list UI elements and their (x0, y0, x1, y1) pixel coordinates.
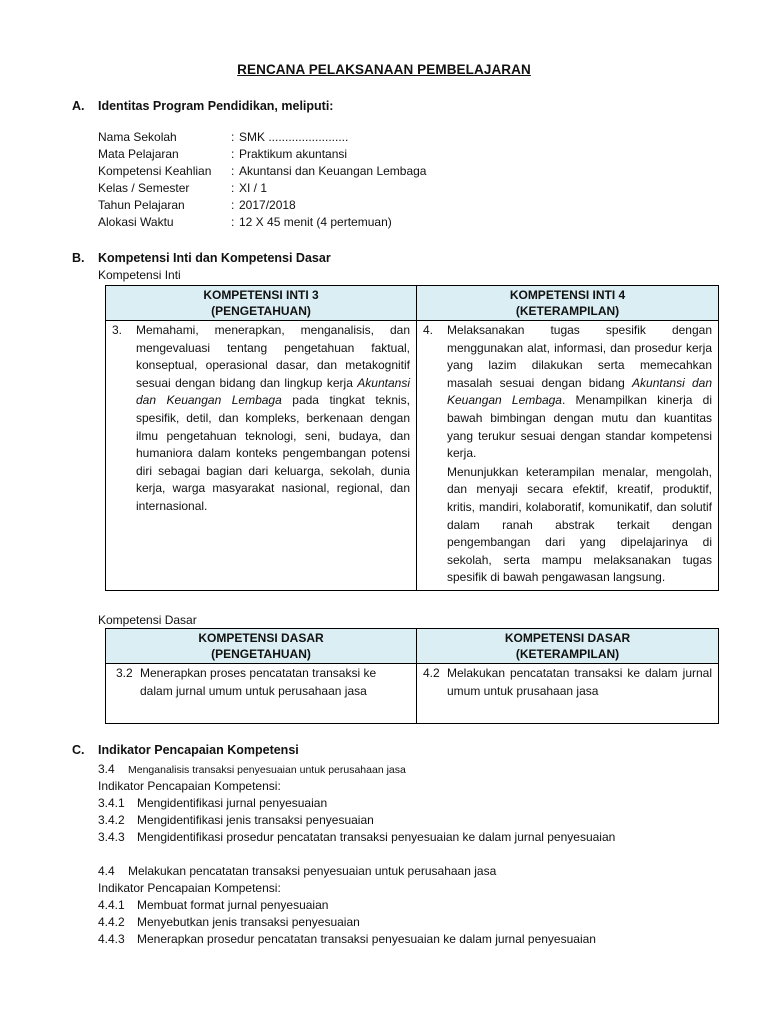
ki3-text (136, 322, 410, 516)
document-title: RENCANA PELAKSANAAN PEMBELAJARAN (237, 62, 531, 77)
identity-label: Mata Pelajaran (98, 147, 179, 161)
kd-keterampilan-cell (417, 664, 719, 724)
section-a-title: Identitas Program Pendidikan, meliputi: (98, 99, 334, 113)
kd-pengetahuan-header-line2: (PENGETAHUAN) (211, 647, 311, 661)
kompetensi-inti-table (105, 285, 719, 591)
indicator-sublabel: Indikator Pencapaian Kompetensi: (98, 881, 281, 895)
identity-label: Kelas / Semester (98, 181, 190, 195)
indicator-sublabel: Indikator Pencapaian Kompetensi: (98, 779, 281, 793)
section-a-letter: A. (72, 99, 85, 113)
kd-number: 4.4 (98, 864, 115, 878)
identity-label: Tahun Pelajaran (98, 198, 185, 212)
kd-indicator-heading (98, 864, 496, 878)
ki4-header-line1: KOMPETENSI INTI 4 (509, 288, 626, 302)
section-b-letter: B. (72, 251, 85, 265)
ki4-text-part: . Menampilkan kinerja di bawah bimbingan dengan mutu dan kuantitas yang terukur sesuai dengan standar kompetensi kerja. (447, 393, 712, 461)
ki3-cell (106, 321, 417, 591)
indicator-number: 4.4.3 (98, 932, 125, 946)
indicator-text: Menerapkan prosedur pencatatan transaksi penyesuaian ke dalam jurnal penyesuaian (137, 932, 596, 946)
identity-colon: : (231, 164, 235, 178)
indicator-text: Mengidentifikasi jurnal penyesuaian (137, 796, 328, 810)
ki4-header (417, 286, 719, 321)
indicator-text: Menyebutkan jenis transaksi penyesuaian (137, 915, 360, 929)
indicator-text: Membuat format jurnal penyesuaian (137, 898, 329, 912)
ki4-text-paragraph2: Menunjukkan keterampilan menalar, mengolah, dan menyaji secara efektif, kreatif, produktif, kritis, mandiri, kolaboratif, komunikatif, dan solutif dalam ranah abstrak terkait dengan pengembangan dari yang dipelajarinya di sekolah, serta mampu melaksanakan tugas spesifik di bawah pengawasan langsung. (447, 464, 712, 585)
table-header-row (106, 286, 719, 321)
kompetensi-dasar-label: Kompetensi Dasar (98, 613, 197, 627)
kd-pengetahuan-cell (106, 664, 417, 724)
list-item (98, 932, 596, 946)
table-header-row (106, 629, 719, 664)
list-item (98, 915, 360, 929)
ki4-text (447, 322, 712, 587)
ki3-header (106, 286, 417, 321)
ki4-text-part: Melaksanakan tugas spesifik dengan menggunakan alat, informasi, dan prosedur kerja yang lazim dilakukan serta memecahkan masalah sesuai dengan bidang (447, 323, 712, 390)
kd-indicator-heading (98, 762, 406, 776)
kd-keterampilan-number: 4.2 (423, 666, 440, 680)
identity-colon: : (231, 130, 235, 144)
kd-pengetahuan-header (106, 629, 417, 664)
ki4-header-line2: (KETERAMPILAN) (515, 304, 620, 318)
ki4-text-italic: Akuntansi dan Keuangan Lembaga (447, 375, 712, 408)
kd-keterampilan-header-line2: (KETERAMPILAN) (515, 647, 620, 661)
indicator-number: 3.4.2 (98, 813, 125, 827)
ki3-text-italic: Akuntansi dan Keuangan Lembaga (136, 375, 410, 408)
kd-keterampilan-text: Melakukan pencatatan transaksi ke dalam jurnal umum untuk prusahaan jasa (447, 666, 712, 698)
identity-value: XI / 1 (239, 181, 268, 195)
identity-label: Alokasi Waktu (98, 215, 174, 229)
identity-value: 12 X 45 menit (4 pertemuan) (239, 215, 392, 229)
kd-number: 3.4 (98, 762, 115, 776)
identity-colon: : (231, 198, 235, 212)
kd-keterampilan-header (417, 629, 719, 664)
identity-colon: : (231, 215, 235, 229)
kompetensi-dasar-table (105, 628, 719, 724)
indicator-text: Mengidentifikasi prosedur pencatatan transaksi penyesuaian ke dalam jurnal penyesuaian (137, 830, 616, 844)
ki3-header-line2: (PENGETAHUAN) (211, 304, 311, 318)
identity-value: Praktikum akuntansi (239, 147, 348, 161)
ki4-cell (417, 321, 719, 591)
list-item (98, 830, 615, 844)
table-row (106, 664, 719, 724)
identity-value: SMK ........................ (239, 130, 349, 144)
kd-text: Melakukan pencatatan transaksi penyesuaian untuk perusahaan jasa (128, 864, 497, 878)
identity-label: Kompetensi Keahlian (98, 164, 212, 178)
section-c-title: Indikator Pencapaian Kompetensi (98, 743, 299, 757)
kd-keterampilan-header-line1: KOMPETENSI DASAR (504, 631, 631, 645)
kd-pengetahuan-number: 3.2 (116, 666, 133, 680)
kd-text: Menganalisis transaksi penyesuaian untuk perusahaan jasa (128, 764, 406, 776)
kd-pengetahuan-text: Menerapkan proses pencatatan transaksi ke dalam jurnal umum untuk perusahaan jasa (140, 666, 377, 698)
section-c-letter: C. (72, 743, 85, 757)
section-b-title: Kompetensi Inti dan Kompetensi Dasar (98, 251, 331, 265)
identity-colon: : (231, 181, 235, 195)
ki3-text-part: Memahami, menerapkan, menganalisis, dan mengevaluasi tentang pengetahuan faktual, konseptual, operasional dasar, dan metakognitif sesuai dengan bidang dan lingkup kerja (136, 323, 410, 390)
list-item (98, 796, 327, 810)
ki3-text-part: pada tingkat teknis, spesifik, detil, dan kompleks, berkenaan dengan ilmu pengetahuan teknologi, seni, budaya, dan humaniora dalam konteks pengembangan potensi diri sebagai bagian dari keluarga, sekolah, dunia kerja, warga masyarakat nasional, regional, dan internasional. (136, 393, 411, 513)
kompetensi-inti-label: Kompetensi Inti (98, 268, 181, 282)
identity-value: Akuntansi dan Keuangan Lembaga (239, 164, 427, 178)
indicator-number: 3.4.1 (98, 796, 125, 810)
indicator-text: Mengidentifikasi jenis transaksi penyesuaian (137, 813, 374, 827)
list-item (98, 813, 374, 827)
ki3-number: 3. (112, 323, 123, 337)
list-item (98, 898, 328, 912)
ki3-header-line1: KOMPETENSI INTI 3 (203, 288, 319, 302)
indicator-number: 4.4.2 (98, 915, 125, 929)
kd-pengetahuan-header-line1: KOMPETENSI DASAR (198, 631, 324, 645)
identity-colon: : (231, 147, 235, 161)
indicator-number: 4.4.1 (98, 898, 125, 912)
table-row (106, 321, 719, 591)
indicator-number: 3.4.3 (98, 830, 125, 844)
ki4-number: 4. (423, 323, 434, 337)
identity-label: Nama Sekolah (98, 130, 177, 144)
identity-value: 2017/2018 (239, 198, 296, 212)
